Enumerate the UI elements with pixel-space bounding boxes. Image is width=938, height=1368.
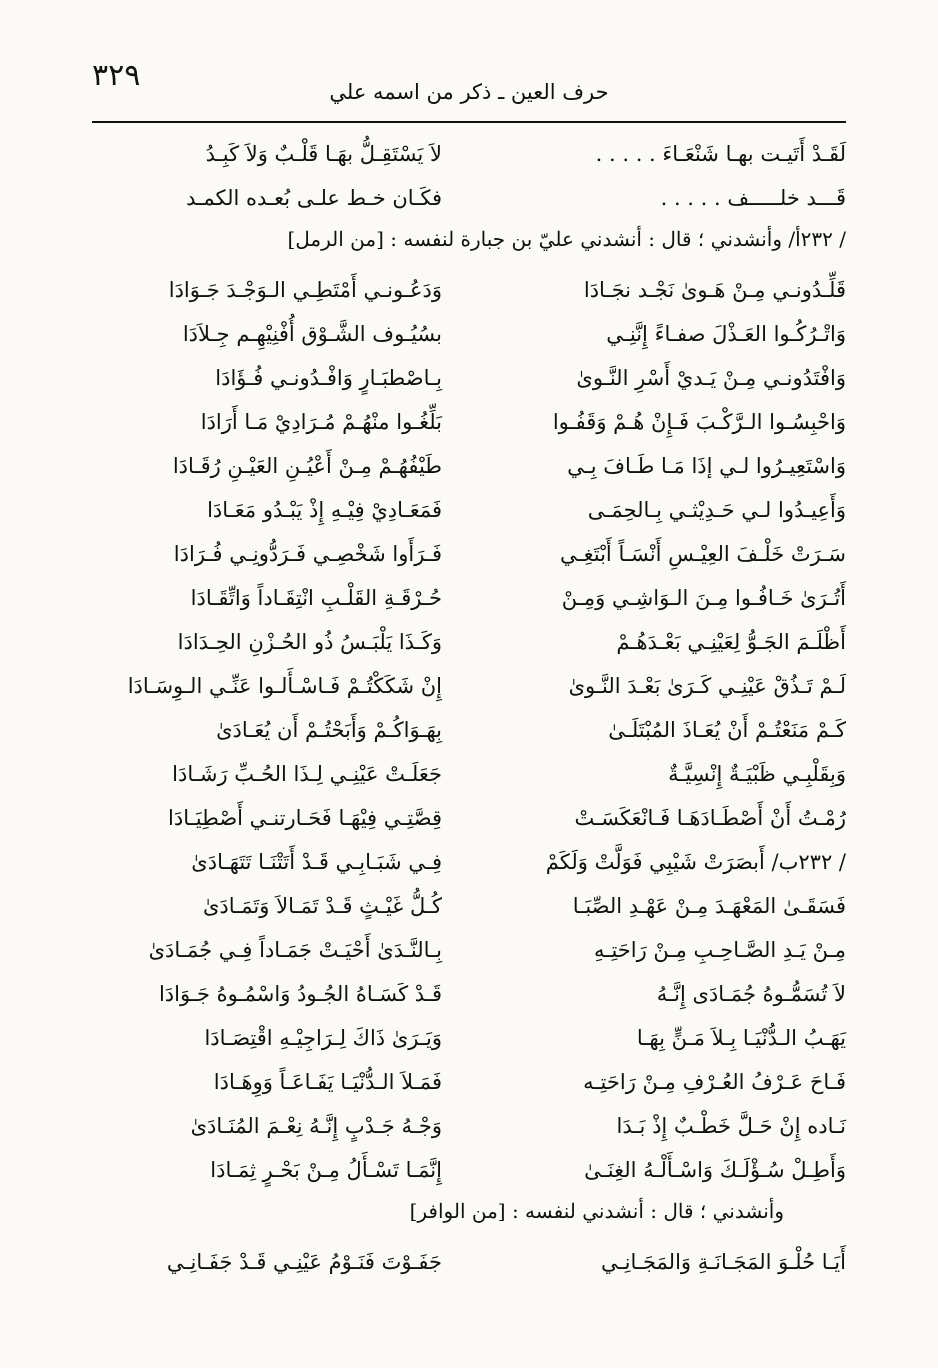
prose-line: / ٢٣٢أ/ وأنشدني ؛ قال : أنشدني عليّ بن جبارة لنفسه : [من الرمل]	[287, 227, 846, 251]
verse-second-hemistich: حُـرْقَـةِ القَلْـبِ انْتِقَـاداً وَاتِّقَـادَا	[190, 586, 442, 610]
verse-line	[92, 1016, 846, 1060]
verse-first-hemistich: أَتُـرَىٰ خَـافُـوا مِـنَ الـوَاشِـي وَمِـنْ	[561, 586, 846, 610]
verse-first-hemistich: / ٢٣٢ب/ أَبصَرَتْ شَيْبِي فَوَلَّتْ وَلَكَمْ	[545, 850, 846, 874]
verse-line	[92, 664, 846, 708]
verse-line	[92, 268, 846, 312]
verse-second-hemistich: فِـي شَبَـابِـي قَـدْ أَتَتْنَـا تَتَهَـادَىٰ	[191, 850, 442, 874]
verse-first-hemistich: مِـنْ يَـدِ الصَّـاحِـبِ مِـنْ رَاحَتِـهِ	[594, 938, 846, 962]
verse-first-hemistich: يَهَـبُ الـدُّنْيَـا بِـلاَ مَـنٍّ بِهَـا	[636, 1026, 846, 1050]
verse-second-hemistich: جَفَـوْتَ فَنَـوْمُ عَيْنِـي قَـدْ جَفَـانِـي	[166, 1250, 442, 1274]
verse-first-hemistich: قَلِّـدُونـي مِـنْ هَـوىٰ نَجْـد نجَـادَا	[583, 278, 846, 302]
verse-line	[92, 796, 846, 840]
verse-line	[92, 1060, 846, 1104]
verse-second-hemistich: بَلِّغُـوا منْهُـمْ مُـرَادِيْ مَـا أَرَادَا	[200, 410, 442, 434]
verse-first-hemistich: قَـــد خلـــــف . . . . .	[660, 186, 846, 210]
page-number: ٣٢٩	[92, 58, 141, 93]
verse-second-hemistich: وَكَـذَا يَلْبَـسُ ذُو الحُـزْنِ الحِـدَادَا	[177, 630, 442, 654]
verse-line	[92, 532, 846, 576]
prose-line: وأنشدني ؛ قال : أنشدني لنفسه : [من الوافر]	[409, 1199, 784, 1223]
verse-first-hemistich: وَاحْبِسُـوا الـرَّكْـبَ فَـإِنْ هُـمْ وَقَفُـوا	[552, 410, 846, 434]
verse-first-hemistich: فَـاحَ عَـرْفُ العُـرْفِ مِـنْ رَاحَتِـه	[583, 1070, 846, 1094]
verse-first-hemistich: أَظْلَـمَ الجَـوُّ لِعَيْنِـي بَعْـدَهُـمْ	[616, 630, 846, 654]
verse-line	[92, 312, 846, 356]
page-body	[92, 132, 846, 1284]
running-head: حرف العين ـ ذكر من اسمه علي	[329, 80, 609, 104]
verse-first-hemistich: فَسَقَـىٰ المَعْهَـدَ مِـنْ عَهْـدِ الصِّبَـا	[572, 894, 846, 918]
verse-second-hemistich: فَمَعَـادِيْ فِيْـهِ إِذْ يَبْـدُو مَعَـادَا	[207, 498, 442, 522]
verse-first-hemistich: وَبِقَلْبِـي ظَبْيَـةٌ إِنْسِيَّـةٌ	[668, 762, 846, 786]
verse-line	[92, 444, 846, 488]
verse-second-hemistich: وَجْـهُ جَـدْبٍ إِنَّـهُ نِعْـمَ المُنَـادَىٰ	[190, 1114, 442, 1138]
verse-second-hemistich: بِهَـوَاكُـمْ وَأَبَحْتُـمْ أَن يُعَـادَىٰ	[216, 718, 442, 742]
verse-line	[92, 176, 846, 220]
verse-line	[92, 972, 846, 1016]
verse-second-hemistich: فَـرَأَوا شَخْصِـي فَـرَدُّونِـي فُـرَادَا	[173, 542, 442, 566]
verse-second-hemistich: بِـاصْطبَـارٍ وَافْـدُونـي فُـؤَادَا	[215, 366, 442, 390]
verse-first-hemistich: لاَ تُسَمُّـوهُ جُمَـادَى إِنَّـهُ	[656, 982, 846, 1006]
header-rule	[92, 121, 846, 123]
verse-line	[92, 884, 846, 928]
verse-line	[92, 132, 846, 176]
verse-second-hemistich: إِنْ شَكَكْتُـمْ فَـاسْـأَلـوا عَنِّـي الـوِسَـادَا	[127, 674, 442, 698]
verse-second-hemistich: بسُيُـوف الشَّـوْق أُفْنِيْهِـم جِـلاَدَا	[182, 322, 442, 346]
verse-line	[92, 752, 846, 796]
verse-second-hemistich: فَمَـلاَ الـدُّنْيَـا يَفَـاعَـاً وَوِهَـادَا	[213, 1070, 442, 1094]
verse-first-hemistich: أَيَـا حُلْـوَ المَجَـانَـةِ وَالمَجَـانِـي	[600, 1250, 846, 1274]
verse-first-hemistich: وَاسْتَعِيـرُوا لـي إذَا مَـا طَـافَ بِـي	[567, 454, 846, 478]
verse-second-hemistich: بِـالنَّـدَىٰ أَحْيَـتْ جَمَـاداً فِـي جُمَـادَىٰ	[148, 938, 442, 962]
verse-second-hemistich: إِنَّمَـا تَسْـأَلُ مِـنْ بَحْـرٍ ثِمَـادَا	[210, 1158, 442, 1182]
verse-line	[92, 928, 846, 972]
verse-second-hemistich: كُـلُّ غَيْـثٍ قَـدْ تَمَـالاَ وَتَمَـادَىٰ	[202, 894, 442, 918]
verse-first-hemistich: نَـاده إِنْ حَـلَّ خَطْـبٌ إِذْ بَـدَا	[616, 1114, 846, 1138]
verse-line	[92, 708, 846, 752]
verse-first-hemistich: لَـمْ تَـذُقْ عَيْنِـي كَـرَىٰ بَعْـدَ النَّـوىٰ	[568, 674, 846, 698]
verse-first-hemistich: وَاتْـرُكُـوا العَـذْلَ صفـاءً إِنَّنِـي	[606, 322, 846, 346]
verse-line	[92, 840, 846, 884]
verse-second-hemistich: جَعَلَـتْ عَيْنِـي لِـذَا الحُـبِّ رَشَـادَا	[172, 762, 442, 786]
verse-line	[92, 576, 846, 620]
verse-second-hemistich: وَيَـرَىٰ ذَاكَ لِـرَاجِيْـهِ اقْتِصَـادَا	[204, 1026, 442, 1050]
verse-line	[92, 400, 846, 444]
verse-first-hemistich: رُمْـتُ أَنْ أَصْطَـادَهَـا فَـانْعَكَسَـتْ	[574, 806, 846, 830]
verse-first-hemistich: لَقَـدْ أَتَيـت بهـا شَنْعَـاءَ . . . . .	[595, 142, 846, 166]
verse-first-hemistich: وَأَعِيـدُوا لـي حَـدِيْثـي بِـالحِمَـى	[587, 498, 846, 522]
verse-first-hemistich: وَأَطِـلْ سُـؤْلَـكَ وَاسْـأَلْـهُ الغِنَـىٰ	[584, 1158, 846, 1182]
verse-second-hemistich: فكَـان خـط علـى بُعـده الكمـد	[186, 186, 442, 210]
verse-line	[92, 488, 846, 532]
verse-first-hemistich: سَـرَتْ خَلْـفَ العِيْـسِ أَنْسَـاً أَبْتَغِـي	[559, 542, 846, 566]
verse-second-hemistich: قِصَّتِـي فِيْهَـا فَحَـارتنـي أَصْطِيَـادَا	[168, 806, 442, 830]
verse-second-hemistich: طَيْفُهُـمْ مِـنْ أَعْيُـنِ العَيْـنِ رُقَـادَا	[172, 454, 442, 478]
verse-second-hemistich: لاَ يَسْتَقِـلُّ بهَـا قَلْـبٌ وَلاَ كَبِـدُ	[205, 142, 442, 166]
verse-first-hemistich: كَـمْ مَنَعْتُـمْ أَنْ يُعَـاذَ المُبْتَلَـىٰ	[608, 718, 846, 742]
verse-line	[92, 620, 846, 664]
verse-line	[92, 356, 846, 400]
verse-line	[92, 1240, 846, 1284]
verse-line	[92, 1148, 846, 1192]
verse-second-hemistich: قَـدْ كَسَـاهُ الجُـودُ وَاسْمُـوهُ جَـوَادَا	[158, 982, 442, 1006]
verse-line	[92, 1104, 846, 1148]
verse-second-hemistich: وَدَعُـونـي أَمْتَطِـي الـوَجْـدَ جَـوَادَا	[168, 278, 442, 302]
verse-first-hemistich: وَافْتَدُونـي مِـنْ يَـديْ أَسْرِ النَّـوىٰ	[576, 366, 846, 390]
